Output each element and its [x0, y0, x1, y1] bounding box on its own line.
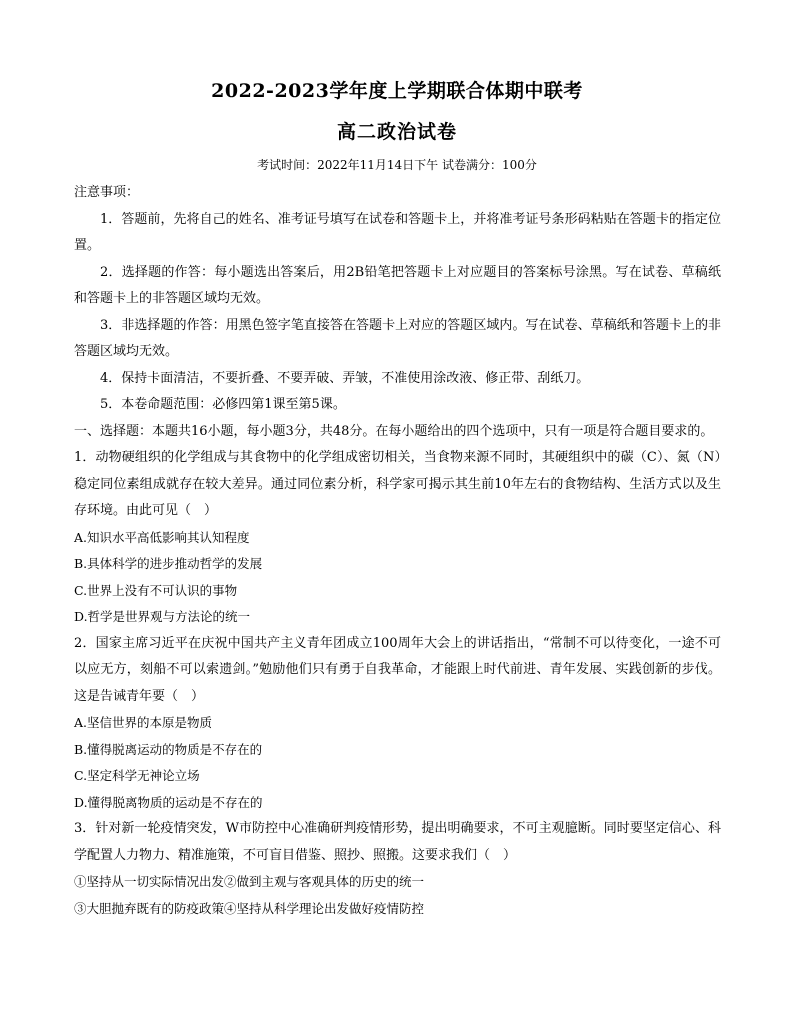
notice-item: 1．答题前，先将自己的姓名、准考证号填写在试卷和答题卡上，并将准考证号条形码粘贴在答题卡的指定位置。	[74, 211, 721, 253]
question-stem: 2．国家主席习近平在庆祝中国共产主义青年团成立100周年大会上的讲话指出，“常制不可以待变化，一途不可以应无方，刻船不可以索遗剑。”勉励他们只有勇于自我革命，才能跟上时代前进、青年发展、实践创新的步伐。这是告诫青年要（ ）	[74, 635, 721, 704]
section-heading: 一、选择题：本题共16小题，每小题3分，共48分。在每小题给出的四个选项中，只有一项是符合题目要求的。	[74, 423, 714, 439]
question-option: D.懂得脱离物质的运动是不存在的	[74, 794, 263, 810]
question-option: A.知识水平高低影响其认知程度	[74, 529, 250, 545]
notice-item: 3．非选择题的作答：用黑色签字笔直接答在答题卡上对应的答题区域内。写在试卷、草稿纸和答题卡上的非答题区域均无效。	[74, 317, 721, 359]
exam-info: 考试时间：2022年11月14日下午 试卷满分：100分	[257, 158, 537, 172]
question-option: D.哲学是世界观与方法论的统一	[74, 609, 251, 624]
question-option: C.世界上没有不可认识的事物	[74, 582, 238, 598]
exam-title: 2022-2023学年度上学期联合体期中联考	[211, 80, 583, 102]
notice-item: 4．保持卡面清洁，不要折叠、不要弄破、弄皱，不准使用涂改液、修正带、刮纸刀。	[100, 370, 590, 386]
question-stem: 1．动物硬组织的化学组成与其食物中的化学组成密切相关，当食物来源不同时，其硬组织中的碳（C）、氮（N）稳定同位素组成就存在较大差异。通过同位素分析，科学家可揭示其生前10年左右的食物结构、生活方式以及生存环境。由此可见（ ）	[74, 450, 721, 518]
notice-heading: 注意事项：	[74, 185, 140, 200]
exam-body	[74, 180, 721, 922]
exam-subtitle: 高二政治试卷	[336, 121, 457, 143]
notice-item: 5．本卷命题范围：必修四第1课至第5课。	[100, 397, 346, 412]
question-option: A.坚信世界的本原是物质	[74, 715, 213, 730]
question-combo-line: ①坚持从一切实际情况出发②做到主观与客观具体的历史的统一	[74, 874, 425, 889]
question-option: B.具体科学的进步推动哲学的发展	[74, 556, 263, 571]
question-combo-line: ③大胆抛弃既有的防疫政策④坚持从科学理论出发做好疫情防控	[74, 900, 425, 916]
question-option: C.坚定科学无神论立场	[74, 768, 200, 783]
question-stem: 3．针对新一轮疫情突发，W市防控中心准确研判疫情形势，提出明确要求，不可主观臆断。同时要坚定信心、科学配置人力物力、精准施策，不可盲目借鉴、照抄、照搬。这要求我们（ ）	[74, 821, 721, 863]
question-option: B.懂得脱离运动的物质是不存在的	[74, 741, 263, 757]
notice-item: 2．选择题的作答：每小题选出答案后，用2B铅笔把答题卡上对应题目的答案标号涂黑。写在试卷、草稿纸和答题卡上的非答题区域均无效。	[74, 264, 721, 306]
